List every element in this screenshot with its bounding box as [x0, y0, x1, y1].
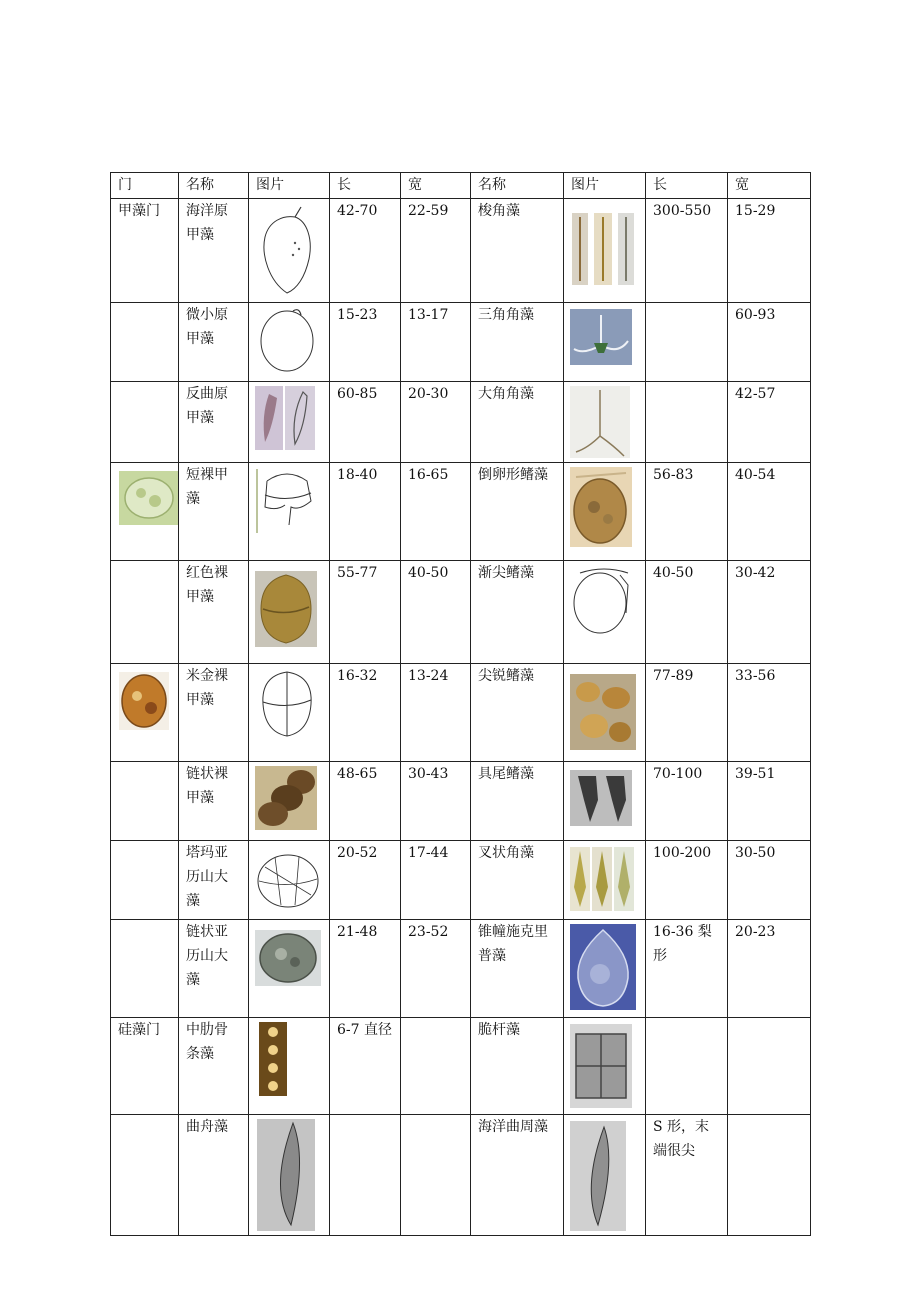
header-picture-left: 图片 [249, 173, 330, 199]
species-image-left [249, 920, 330, 1018]
width-right: 30-42 [728, 561, 811, 664]
width-right: 40-54 [728, 463, 811, 561]
width-right: 30-50 [728, 841, 811, 920]
prorocentrum-sigmoides-photos-icon [255, 386, 315, 450]
prorocentrum-minimum-drawing-icon [255, 307, 319, 375]
length-left: 60-85 [330, 382, 401, 463]
width-right: 33-56 [728, 664, 811, 762]
table-row [111, 199, 811, 303]
table-row [111, 762, 811, 841]
width-right: 60-93 [728, 303, 811, 382]
length-right: 100-200 [646, 841, 728, 920]
dinophysis-fortii-photo-icon [570, 467, 632, 547]
gymnodinium-catenatum-photo-icon [255, 766, 317, 830]
width-left: 17-44 [401, 841, 471, 920]
species-name-right: 锥幢施克里普藻 [471, 920, 564, 1018]
header-picture-right: 图片 [564, 173, 646, 199]
species-name-right: 倒卵形鳍藻 [471, 463, 564, 561]
width-left: 23-52 [401, 920, 471, 1018]
species-name-left: 曲舟藻 [179, 1115, 249, 1236]
species-image-left [249, 199, 330, 303]
table-row [111, 664, 811, 762]
header-width-left: 宽 [401, 173, 471, 199]
width-right: 15-29 [728, 199, 811, 303]
width-right [728, 1018, 811, 1115]
width-left: 30-43 [401, 762, 471, 841]
species-name-left: 链状亚历山大藻 [179, 920, 249, 1018]
length-left: 20-52 [330, 841, 401, 920]
header-row [111, 173, 811, 199]
gyrosigma-photo-icon [570, 1121, 626, 1231]
species-image-right [564, 561, 646, 664]
species-name-right: 海洋曲周藻 [471, 1115, 564, 1236]
length-left: 15-23 [330, 303, 401, 382]
header-phylum: 门 [111, 173, 179, 199]
species-image-left [249, 382, 330, 463]
species-name-left: 米金裸甲藻 [179, 664, 249, 762]
species-image-left [249, 561, 330, 664]
species-image-right [564, 762, 646, 841]
length-left: 48-65 [330, 762, 401, 841]
length-left: 42-70 [330, 199, 401, 303]
species-image-left [249, 463, 330, 561]
header-name-left: 名称 [179, 173, 249, 199]
table-row [111, 1115, 811, 1236]
gymnodinium-breve-micrograph-icon [119, 471, 179, 525]
species-image-right [564, 1115, 646, 1236]
species-image-right [564, 920, 646, 1018]
length-right: 70-100 [646, 762, 728, 841]
phylum-cell [111, 382, 179, 463]
width-right: 39-51 [728, 762, 811, 841]
fragilaria-photo-icon [570, 1024, 632, 1108]
length-right: 300-550 [646, 199, 728, 303]
alexandrium-catenella-photo-icon [255, 930, 321, 986]
phylum-cell [111, 1115, 179, 1236]
length-right: S 形，末端很尖 [646, 1115, 728, 1236]
algae-table [110, 172, 811, 1236]
pleurosigma-photo-icon [257, 1119, 315, 1231]
table-row [111, 920, 811, 1018]
scrippsiella-trochoidea-photo-icon [570, 924, 636, 1010]
species-name-right: 尖锐鳍藻 [471, 664, 564, 762]
species-image-left [249, 664, 330, 762]
gymnodinium-sanguineum-photo-icon [255, 571, 317, 647]
gymnodinium-mikimotoi-drawing-icon [255, 668, 319, 740]
species-name-right: 渐尖鳍藻 [471, 561, 564, 664]
length-right: 40-50 [646, 561, 728, 664]
phylum-cell [111, 303, 179, 382]
header-name-right: 名称 [471, 173, 564, 199]
length-left: 21-48 [330, 920, 401, 1018]
species-name-right: 三角角藻 [471, 303, 564, 382]
length-right [646, 1018, 728, 1115]
prorocentrum-micans-drawing-icon [255, 203, 319, 297]
table-row [111, 463, 811, 561]
dinophysis-caudata-photo-icon [570, 770, 632, 826]
table-row [111, 561, 811, 664]
width-left: 13-17 [401, 303, 471, 382]
length-left [330, 1115, 401, 1236]
species-name-left: 反曲原甲藻 [179, 382, 249, 463]
species-name-left: 短裸甲藻 [179, 463, 249, 561]
phylum-cell [111, 561, 179, 664]
phylum-cell [111, 762, 179, 841]
species-name-left: 塔玛亚历山大藻 [179, 841, 249, 920]
species-name-left: 微小原甲藻 [179, 303, 249, 382]
phylum-cell [111, 841, 179, 920]
table-row [111, 1018, 811, 1115]
phylum-cell: 硅藻门 [111, 1018, 179, 1115]
header-width-right: 宽 [728, 173, 811, 199]
width-left: 40-50 [401, 561, 471, 664]
species-name-right: 大角角藻 [471, 382, 564, 463]
phylum-cell: 甲藻门 [111, 199, 179, 303]
species-name-right: 脆杆藻 [471, 1018, 564, 1115]
phylum-cell [111, 463, 179, 561]
dinophysis-acuta-photo-icon [570, 674, 636, 750]
length-left: 18-40 [330, 463, 401, 561]
species-image-right [564, 303, 646, 382]
length-left: 16-32 [330, 664, 401, 762]
length-right [646, 382, 728, 463]
species-image-right [564, 664, 646, 762]
alexandrium-tamarense-drawing-icon [255, 851, 321, 911]
table-row [111, 382, 811, 463]
ceratium-fusus-photos-icon [570, 211, 638, 291]
species-image-left [249, 1018, 330, 1115]
species-name-right: 叉状角藻 [471, 841, 564, 920]
species-image-right [564, 463, 646, 561]
species-name-right: 梭角藻 [471, 199, 564, 303]
species-image-right [564, 1018, 646, 1115]
species-image-left [249, 762, 330, 841]
length-right: 16-36 梨形 [646, 920, 728, 1018]
skeletonema-costatum-photo-icon [259, 1022, 287, 1096]
species-image-left [249, 303, 330, 382]
species-image-left [249, 1115, 330, 1236]
species-name-left: 海洋原甲藻 [179, 199, 249, 303]
dinophysis-acuminata-drawing-icon [570, 565, 638, 639]
phylum-cell [111, 920, 179, 1018]
table-row [111, 303, 811, 382]
width-right: 20-23 [728, 920, 811, 1018]
length-right: 56-83 [646, 463, 728, 561]
phylum-cell [111, 664, 179, 762]
length-right: 77-89 [646, 664, 728, 762]
ceratium-furca-photos-icon [570, 847, 634, 911]
species-image-right [564, 199, 646, 303]
header-length-right: 长 [646, 173, 728, 199]
width-right [728, 1115, 811, 1236]
width-left [401, 1018, 471, 1115]
species-name-left: 链状裸甲藻 [179, 762, 249, 841]
width-left: 22-59 [401, 199, 471, 303]
ceratium-macroceros-photo-icon [570, 386, 630, 458]
ceratium-tripos-photo-icon [570, 309, 632, 365]
length-left: 55-77 [330, 561, 401, 664]
width-left: 16-65 [401, 463, 471, 561]
width-left [401, 1115, 471, 1236]
width-left: 20-30 [401, 382, 471, 463]
length-right [646, 303, 728, 382]
table-row [111, 841, 811, 920]
header-length-left: 长 [330, 173, 401, 199]
species-name-left: 中肋骨条藻 [179, 1018, 249, 1115]
species-image-left [249, 841, 330, 920]
width-left: 13-24 [401, 664, 471, 762]
species-name-right: 具尾鳍藻 [471, 762, 564, 841]
gymnodinium-breve-drawing-icon [255, 467, 319, 535]
width-right: 42-57 [728, 382, 811, 463]
species-image-right [564, 382, 646, 463]
species-image-right [564, 841, 646, 920]
gymnodinium-mikimotoi-micrograph-icon [119, 672, 169, 730]
species-name-left: 红色裸甲藻 [179, 561, 249, 664]
length-left: 6-7 直径 [330, 1018, 401, 1115]
